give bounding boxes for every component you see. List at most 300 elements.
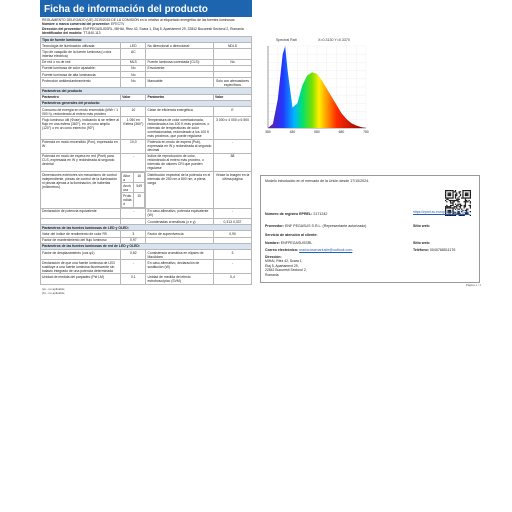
intro bbox=[40, 17, 252, 36]
param-value: 10,0 bbox=[121, 139, 146, 153]
param-name: Potencia en modo de espera en red (Pnet) para CLS, expresada en W y redondeada al segundo decimal bbox=[41, 153, 121, 171]
contact-phone-value: 0040788511176 bbox=[429, 248, 456, 252]
qr-module bbox=[467, 197, 468, 198]
chart-x-ticks bbox=[265, 130, 369, 134]
param-name: De red o no de red: bbox=[41, 59, 121, 65]
qr-module bbox=[455, 206, 456, 207]
qr-module bbox=[464, 215, 465, 216]
qr-module bbox=[459, 201, 460, 202]
qr-module bbox=[445, 190, 446, 191]
qr-module bbox=[470, 201, 471, 202]
qr-module bbox=[450, 200, 451, 201]
qr-module bbox=[454, 191, 455, 192]
contact-email-link[interactable]: mariocoscmariusfe@outlook.com bbox=[299, 248, 353, 252]
qr-module bbox=[447, 190, 448, 191]
mains-row bbox=[41, 260, 252, 274]
qr-module bbox=[462, 194, 463, 195]
dimension-value: 10 bbox=[133, 193, 145, 207]
qr-module bbox=[450, 205, 451, 206]
qr-module bbox=[460, 207, 461, 208]
qr-module bbox=[465, 190, 466, 191]
qr-module bbox=[445, 206, 446, 207]
qr-module bbox=[450, 201, 451, 202]
param-name: Valor del índice de rendimiento de color R9 bbox=[41, 231, 121, 237]
qr-module bbox=[455, 195, 456, 196]
qr-module bbox=[462, 215, 463, 216]
column-header: Valor bbox=[121, 94, 146, 100]
qr-module bbox=[455, 190, 456, 191]
qr-module bbox=[456, 205, 457, 206]
footnotes bbox=[40, 285, 252, 298]
param-value: MLS bbox=[121, 59, 146, 65]
qr-module bbox=[456, 206, 457, 207]
param-value: Solo con atenuadores específicos bbox=[214, 78, 252, 88]
param-value: 1 050 en Esfera (360°) bbox=[121, 117, 146, 139]
param-value: - bbox=[214, 208, 252, 218]
qr-module bbox=[459, 215, 460, 216]
qr-module bbox=[445, 195, 446, 196]
qr-module bbox=[452, 201, 453, 202]
type-row bbox=[41, 49, 252, 59]
param-value: NDLS bbox=[214, 43, 252, 49]
x-tick-label: 480 bbox=[289, 130, 296, 134]
qr-module bbox=[455, 200, 456, 201]
qr-module bbox=[466, 190, 467, 191]
qr-module bbox=[449, 200, 450, 201]
qr-module bbox=[452, 195, 453, 196]
qr-module bbox=[452, 191, 453, 192]
general-row bbox=[41, 107, 252, 117]
qr-module bbox=[452, 205, 453, 206]
qr-module bbox=[446, 197, 447, 198]
address-line: Romania bbox=[265, 272, 279, 277]
qr-module bbox=[457, 200, 458, 201]
qr-module bbox=[465, 194, 466, 195]
qr-module bbox=[470, 190, 471, 191]
param-name: Índice de reproducción de color, redondeado al entero más próximo, o intervalo de valores CRI que pueden regularse bbox=[146, 153, 214, 171]
page-number: Página 1 / 1 bbox=[466, 283, 481, 287]
qr-module bbox=[447, 215, 448, 216]
qr-module bbox=[452, 190, 453, 191]
qr-module bbox=[466, 192, 467, 193]
qr-module bbox=[446, 206, 447, 207]
qr-module bbox=[469, 197, 470, 198]
qr-module bbox=[456, 207, 457, 208]
param-value: - bbox=[121, 260, 146, 274]
qr-module bbox=[459, 204, 460, 205]
footnote: (b) - no aplicable; bbox=[42, 291, 66, 296]
qr-module bbox=[460, 191, 461, 192]
qr-module bbox=[449, 197, 450, 198]
address-line: MIHAI, Rtez 42, Scara 1, bbox=[265, 259, 303, 264]
qr-module bbox=[461, 215, 462, 216]
address-line: Etaj 5, Apartament 29, bbox=[265, 263, 299, 268]
param-value: 10 bbox=[121, 107, 146, 117]
qr-module bbox=[445, 191, 446, 192]
dimensions-row bbox=[41, 172, 252, 209]
qr-module bbox=[452, 202, 453, 203]
qr-module bbox=[447, 197, 448, 198]
qr-module bbox=[457, 205, 458, 206]
qr-module bbox=[455, 215, 456, 216]
param-value: AC bbox=[121, 49, 146, 59]
qr-module bbox=[464, 207, 465, 208]
qr-module bbox=[447, 195, 448, 196]
qr-module bbox=[449, 215, 450, 216]
qr-module bbox=[445, 200, 446, 201]
contact-address bbox=[265, 255, 307, 277]
qr-module bbox=[449, 190, 450, 191]
qr-module bbox=[445, 215, 446, 216]
qr-module bbox=[446, 205, 447, 206]
qr-module bbox=[455, 194, 456, 195]
qr-module bbox=[460, 205, 461, 206]
qr-module bbox=[462, 190, 463, 191]
param-name: Unidad de medida del efecto estroboscópico (SVM) bbox=[146, 274, 214, 284]
qr-module bbox=[452, 194, 453, 195]
qr-module bbox=[450, 206, 451, 207]
qr-module bbox=[470, 207, 471, 208]
qr-module bbox=[446, 207, 447, 208]
qr-module bbox=[465, 202, 466, 203]
qr-module bbox=[459, 191, 460, 192]
qr-module bbox=[461, 197, 462, 198]
qr-module bbox=[462, 195, 463, 196]
qr-module bbox=[464, 197, 465, 198]
qr-module bbox=[445, 197, 446, 198]
param-value: 0,82 bbox=[121, 249, 146, 259]
model-identifier-value: TT-840-113 bbox=[83, 30, 101, 35]
qr-module bbox=[452, 196, 453, 197]
x-tick-label: 780 bbox=[363, 130, 369, 134]
qr-module bbox=[456, 192, 457, 193]
param-name: Distribución espectral de la potencia en el intervalo de 250 nm a 800 nm, a plena carga bbox=[146, 172, 214, 209]
qr-module bbox=[451, 190, 452, 191]
mains-led-params-header-cell: Parámetros de las fuentes luminosas de red de LED y OLED: bbox=[41, 243, 252, 249]
qr-module bbox=[455, 204, 456, 205]
qr-module bbox=[454, 206, 455, 207]
contact-email-label: Correo electrónico: bbox=[265, 248, 299, 252]
qr-module bbox=[465, 197, 466, 198]
contact-name-label: Nombre: bbox=[265, 241, 280, 245]
supplier-name-label: Nombre o marca comercial del proveedor: bbox=[42, 22, 111, 27]
qr-module bbox=[451, 200, 452, 201]
qr-module bbox=[451, 207, 452, 208]
supplier-address-label: Dirección del proveedor: bbox=[42, 26, 82, 31]
qr-module bbox=[465, 205, 466, 206]
qr-module bbox=[462, 191, 463, 192]
param-value: No bbox=[121, 78, 146, 88]
qr-module bbox=[452, 215, 453, 216]
param-name: Consistencia cromática en elipses de MacAdam bbox=[146, 249, 214, 259]
qr-module bbox=[449, 194, 450, 195]
qr-module bbox=[459, 206, 460, 207]
chart-title: Spectral Rati bbox=[276, 38, 297, 42]
qr-module bbox=[450, 202, 451, 203]
param-name: No direccional o direccional: bbox=[146, 43, 214, 49]
qr-module bbox=[446, 201, 447, 202]
param-value: 0,313 0,337 bbox=[214, 218, 252, 224]
qr-module bbox=[450, 194, 451, 195]
spectral-distribution-chart bbox=[262, 36, 372, 140]
param-value: 0,90 bbox=[214, 231, 252, 237]
led-params-header-cell: Parámetros de las fuentes luminosas de LED y OLED: bbox=[41, 225, 252, 231]
qr-module bbox=[449, 206, 450, 207]
param-value: 3 000 o 4 000 o 6 500 bbox=[214, 117, 252, 139]
qr-module bbox=[466, 195, 467, 196]
qr-module bbox=[462, 196, 463, 197]
param-value: Véase la imagen en la última página bbox=[214, 172, 252, 209]
page-title: Ficha de información del producto bbox=[40, 0, 252, 17]
param-value: - bbox=[214, 260, 252, 274]
dimension-row bbox=[122, 173, 145, 183]
general-row bbox=[41, 153, 252, 171]
qr-module bbox=[445, 194, 446, 195]
qr-module bbox=[457, 201, 458, 202]
supplier-name-value: EFECTV bbox=[110, 22, 125, 27]
contact-name-value: ENFPEGASUSSRL bbox=[280, 241, 313, 245]
qr-module bbox=[454, 207, 455, 208]
qr-module bbox=[470, 191, 471, 192]
column-header: Parámetro bbox=[146, 94, 214, 100]
dimension-value: 16 bbox=[133, 173, 145, 183]
qr-module bbox=[446, 215, 447, 216]
qr-module bbox=[457, 197, 458, 198]
param-value: - bbox=[214, 139, 252, 153]
qr-module bbox=[467, 201, 468, 202]
param-name: Fuente luminosa de color ajustable: bbox=[41, 65, 121, 71]
general-row bbox=[41, 208, 252, 218]
dimension-row bbox=[122, 183, 145, 193]
column-header: Parámetro bbox=[41, 94, 121, 100]
param-value: 0,1 bbox=[121, 274, 146, 284]
qr-module bbox=[464, 201, 465, 202]
param-name: Factor de desplazamiento (cos φ1) bbox=[41, 249, 121, 259]
product-info-table bbox=[40, 36, 252, 285]
qr-module bbox=[452, 200, 453, 201]
param-name: Unidad de medida del parpadeo (Pst LM) bbox=[41, 274, 121, 284]
qr-module bbox=[459, 199, 460, 200]
x-tick-label: 680 bbox=[338, 130, 345, 134]
qr-module bbox=[460, 195, 461, 196]
qr-module bbox=[466, 194, 467, 195]
qr-module bbox=[465, 206, 466, 207]
qr-module bbox=[454, 200, 455, 201]
qr-module bbox=[462, 197, 463, 198]
mains-row bbox=[41, 249, 252, 259]
dimension-label: Altura bbox=[122, 173, 134, 183]
qr-module bbox=[447, 207, 448, 208]
qr-module bbox=[460, 204, 461, 205]
qr-module bbox=[465, 200, 466, 201]
customer-service-label: Servicio de atención al cliente: bbox=[265, 233, 318, 237]
qr-module bbox=[466, 200, 467, 201]
qr-module bbox=[469, 200, 470, 201]
qr-module bbox=[467, 192, 468, 193]
qr-module bbox=[446, 199, 447, 200]
contact-address-label: Dirección: bbox=[265, 255, 282, 259]
param-value: - bbox=[121, 208, 146, 218]
param-name: Fuente luminosa de alta luminancia: bbox=[41, 72, 121, 78]
param-value: 3 bbox=[214, 249, 252, 259]
eprel-label: Número de registro EPREL: bbox=[265, 212, 313, 216]
qr-module bbox=[451, 202, 452, 203]
qr-module bbox=[460, 194, 461, 195]
qr-module bbox=[445, 207, 446, 208]
param-name: Manuable: bbox=[146, 78, 214, 88]
qr-module bbox=[460, 206, 461, 207]
general-row bbox=[41, 139, 252, 153]
param-name: Envolvente: bbox=[146, 65, 214, 71]
qr-module bbox=[449, 207, 450, 208]
product-information-sheet bbox=[40, 0, 252, 512]
market-intro-text: Modelo introducido en el mercado de la Unión desde 17/10/2024. bbox=[265, 179, 370, 183]
param-name: Tecnología de iluminación utilizada bbox=[41, 43, 121, 49]
general-row bbox=[41, 117, 252, 139]
type-row bbox=[41, 78, 252, 88]
qr-module bbox=[451, 215, 452, 216]
param-name: Potencia en modo encendido (Pon), expresada en W bbox=[41, 139, 121, 153]
param-value: LED bbox=[121, 43, 146, 49]
x-tick-label: 380 bbox=[265, 130, 271, 134]
qr-module bbox=[447, 206, 448, 207]
qr-module bbox=[470, 194, 471, 195]
qr-module bbox=[452, 207, 453, 208]
qr-module bbox=[457, 199, 458, 200]
contact-phone-label: Teléfono: bbox=[413, 248, 429, 252]
qr-module bbox=[460, 215, 461, 216]
param-name: Factor de supervivencia bbox=[146, 231, 214, 237]
param-name: Declaración de que una fuente luminosa de LED sustituye a una fuente luminosa fluorescente sin balasto integrado de una potencia determinada bbox=[41, 260, 121, 274]
qr-module bbox=[455, 196, 456, 197]
param-name: Potencia en modo de espera (Psb), expresada en W y redondeada al segundo decimal bbox=[146, 139, 214, 153]
param-name: Flujo luminoso útil (Φuse), indicando si se refiere al flujo en una esfera (360°), en un cono amplio (120°) o en un cono estrecho (90°) bbox=[41, 117, 121, 139]
param-value: 0,97 bbox=[121, 237, 146, 243]
param-value: E bbox=[214, 107, 252, 117]
qr-module bbox=[470, 192, 471, 193]
x-tick-label: 580 bbox=[314, 130, 320, 134]
param-value bbox=[214, 49, 252, 59]
param-name: Declaración de potencia equivalente bbox=[41, 208, 121, 218]
param-value: No bbox=[121, 72, 146, 78]
qr-module bbox=[465, 199, 466, 200]
qr-module bbox=[452, 204, 453, 205]
qr-module bbox=[456, 199, 457, 200]
param-name: Dimensiones exteriores sin mecanismo de control independiente, piezas de control de la iluminación ni piezas ajenas a la iluminación, de haberlas (milímetros) bbox=[41, 172, 121, 209]
eprel-link[interactable]: https://eprel.ec.europa.eu/qr/2171242 bbox=[413, 210, 470, 214]
qr-module bbox=[456, 194, 457, 195]
footnote: (a) - no aplicable; bbox=[42, 286, 66, 291]
qr-module bbox=[466, 201, 467, 202]
qr-module bbox=[470, 205, 471, 206]
param-name: En caso afirmativo, potencia equivalente (W) bbox=[146, 208, 214, 218]
param-value: No bbox=[214, 59, 252, 65]
qr-module bbox=[459, 192, 460, 193]
qr-module bbox=[470, 215, 471, 216]
regulation-text: REGLAMENTO DELEGADO (UE) 2019/2015 DE LA COMISIÓN en lo relativo al etiquetado energético de las fuentes luminosas bbox=[42, 18, 235, 22]
mains-row bbox=[41, 274, 252, 284]
qr-module bbox=[464, 206, 465, 207]
general-params-header-cell: Parámetros generales del producto: bbox=[41, 100, 252, 106]
qr-module bbox=[450, 207, 451, 208]
qr-module bbox=[447, 199, 448, 200]
param-value: 0,4 bbox=[214, 274, 252, 284]
address-line: 22842 Bucuresti Sectorul 2, bbox=[265, 268, 307, 273]
qr-module bbox=[447, 192, 448, 193]
contact-website-label: Sitio web: bbox=[413, 241, 430, 245]
param-name bbox=[146, 49, 214, 59]
qr-module bbox=[449, 195, 450, 196]
qr-module bbox=[457, 204, 458, 205]
param-name: Consumo de energía en modo encendido (kWh / 1 000 h), redondeado al entero más próximo bbox=[41, 107, 121, 117]
supplier-address-value: ENFPEGASUSSRL, MIHAI, Rtez 42, Scara 1, Etaj 5, Apartament 29, 22842 Bucuresti Sectorul 2, Romania bbox=[82, 26, 244, 31]
qr-module bbox=[449, 192, 450, 193]
qr-module bbox=[454, 201, 455, 202]
param-name: Temperatura de color correlacionada, redondeada a los 100 K más próximos, o intervalo de temperaturas de color correlacionadas, redondeado a los 100 K más próximos, que puede regularse bbox=[146, 117, 214, 139]
param-name: Factor de mantenimiento del flujo luminoso bbox=[41, 237, 121, 243]
qr-module bbox=[450, 192, 451, 193]
param-name: Protección antideslumbramiento: bbox=[41, 78, 121, 88]
param-value: 3 bbox=[121, 231, 146, 237]
qr-module bbox=[455, 197, 456, 198]
param-name: Fuente luminosa conectada (CLS): bbox=[146, 59, 214, 65]
param-name: Tipo de casquillo de la fuente luminosa (u otra interfaz eléctrica) bbox=[41, 49, 121, 59]
product-params-header-cell: Parámetros del producto bbox=[41, 88, 252, 94]
param-name: En caso afirmativo, declaración de sustitución (W) bbox=[146, 260, 214, 274]
qr-module bbox=[470, 202, 471, 203]
dimension-label: Anchura bbox=[122, 183, 134, 193]
supplier-website-label: Sitio web: bbox=[413, 224, 430, 228]
dimensions-subtable bbox=[121, 172, 145, 208]
qr-module bbox=[452, 192, 453, 193]
qr-module bbox=[461, 205, 462, 206]
qr-module bbox=[462, 192, 463, 193]
qr-module bbox=[470, 206, 471, 207]
qr-module bbox=[445, 192, 446, 193]
eprel-value: 2171242 bbox=[313, 212, 328, 216]
eprel-label-card bbox=[260, 175, 480, 283]
qr-module bbox=[466, 197, 467, 198]
param-value: - bbox=[121, 153, 146, 171]
param-name: Coordenadas cromáticas (x e y) bbox=[146, 218, 214, 224]
qr-module bbox=[459, 196, 460, 197]
qr-module bbox=[450, 195, 451, 196]
qr-module bbox=[464, 205, 465, 206]
qr-module bbox=[445, 196, 446, 197]
dimension-label: Profundidad bbox=[123, 194, 132, 207]
qr-module bbox=[465, 192, 466, 193]
qr-module bbox=[450, 215, 451, 216]
label-supplier-label: Proveedor: bbox=[265, 224, 284, 228]
qr-module bbox=[467, 194, 468, 195]
qr-module bbox=[467, 190, 468, 191]
qr-module bbox=[465, 195, 466, 196]
qr-module bbox=[451, 197, 452, 198]
param-value: No bbox=[121, 65, 146, 71]
qr-module bbox=[455, 191, 456, 192]
column-header: Valor bbox=[214, 94, 252, 100]
qr-module bbox=[469, 205, 470, 206]
qr-module bbox=[446, 190, 447, 191]
dimensions-values bbox=[121, 172, 146, 209]
qr-module bbox=[464, 190, 465, 191]
light-source-type-header-cell: Tipo de fuente luminosa: bbox=[41, 37, 252, 43]
param-name: Clase de eficiencia energética bbox=[146, 107, 214, 117]
qr-module bbox=[467, 195, 468, 196]
model-identifier-label: Identificador del modelo: bbox=[42, 30, 83, 35]
qr-module bbox=[456, 195, 457, 196]
qr-module bbox=[450, 197, 451, 198]
